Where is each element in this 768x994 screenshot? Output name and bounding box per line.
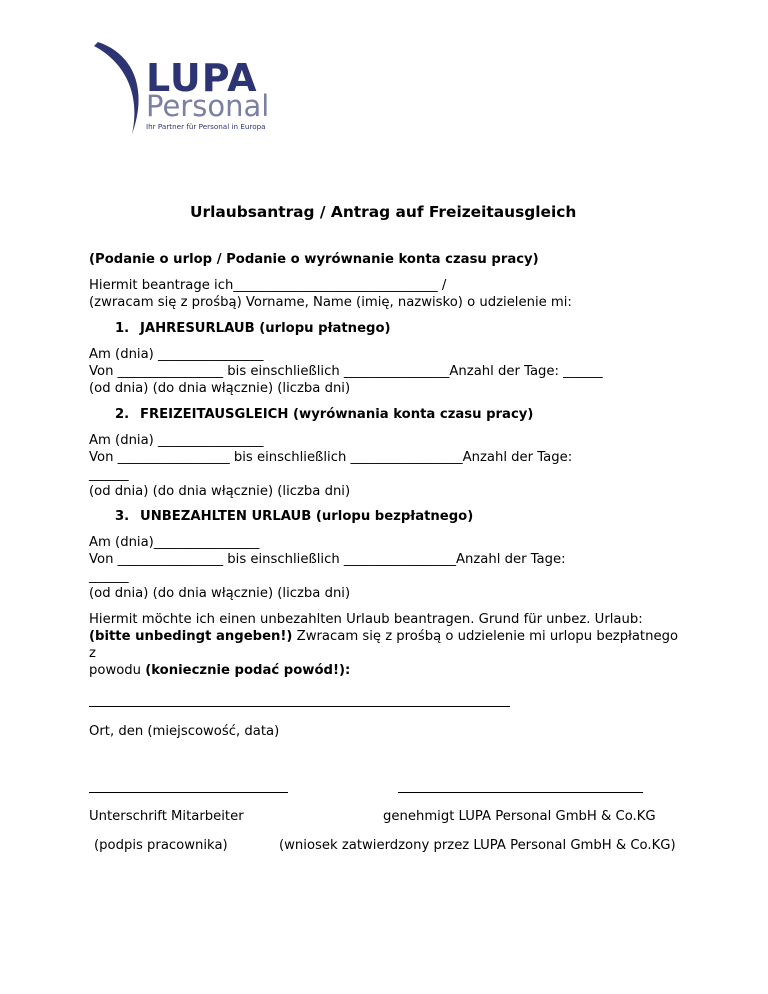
- section-3-von-field: Von ________________ bis einschließlich _________________Anzahl der Tage:: [89, 552, 566, 567]
- section-3-legend: (od dnia) (do dnia włącznie) (liczba dni): [89, 586, 351, 601]
- reason-blank-line[interactable]: [89, 706, 510, 707]
- employee-signature-label: Unterschrift Mitarbeiter: [89, 809, 244, 824]
- reason-line-3: z: [89, 646, 96, 661]
- reason-powodu: powodu: [89, 663, 146, 678]
- section-2-am-field: Am (dnia) ________________: [89, 433, 264, 448]
- reason-line-4: [89, 662, 350, 679]
- company-logo: [88, 38, 278, 138]
- logo-sub: Personal: [146, 89, 270, 123]
- section-2-von-wrap: ______: [89, 467, 129, 482]
- reason-line-2: [89, 628, 678, 645]
- employee-signature-label-pl: (podpis pracownika): [94, 838, 228, 853]
- logo-tagline: Ihr Partner für Personal in Europa: [146, 122, 266, 131]
- reason-required-note-pl: (koniecznie podać powód!):: [145, 663, 351, 678]
- section-1-von-field: Von ________________ bis einschließlich ________________Anzahl der Tage: ______: [89, 364, 603, 379]
- section-2-legend: (od dnia) (do dnia włącznie) (liczba dni): [89, 484, 351, 499]
- section-2-heading: [115, 406, 533, 423]
- document-title: Urlaubsantrag / Antrag auf Freizeitausgleich: [190, 203, 577, 221]
- section-1-legend: (od dnia) (do dnia włącznie) (liczba dni): [89, 381, 351, 396]
- intro-line-2: (zwracam się z prośbą) Vorname, Name (imię, nazwisko) o udzielenie mi:: [89, 295, 572, 310]
- section-3-am-field: Am (dnia)________________: [89, 535, 260, 550]
- document-subtitle: (Podanie o urlop / Podanie o wyrównanie konta czasu pracy): [89, 252, 539, 267]
- section-1-number: 1.: [115, 321, 130, 336]
- section-2-von-field: Von _________________ bis einschließlich _________________Anzahl der Tage:: [89, 450, 573, 465]
- section-1-heading: [115, 320, 391, 337]
- section-3-von-wrap: ______: [89, 569, 129, 584]
- section-3-heading: [115, 508, 473, 525]
- section-1-am-field: Am (dnia) ________________: [89, 347, 264, 362]
- approval-signature-label: genehmigt LUPA Personal GmbH & Co.KG: [383, 809, 656, 824]
- section-3-title: UNBEZAHLTEN URLAUB (urlopu bezpłatnego): [140, 509, 474, 524]
- reason-required-note: (bitte unbedingt angeben!): [89, 629, 293, 644]
- logo-brand: LUPA: [146, 56, 258, 100]
- section-1-title: JAHRESURLAUB (urlopu płatnego): [140, 321, 391, 336]
- place-date-label: Ort, den (miejscowość, data): [89, 724, 280, 739]
- intro-line-1: Hiermit beantrage ich_______________________________ /: [89, 278, 447, 293]
- employee-signature-line[interactable]: [89, 792, 288, 793]
- section-3-number: 3.: [115, 509, 130, 524]
- section-2-title: FREIZEITAUSGLEICH (wyrównania konta czasu pracy): [140, 407, 534, 422]
- approval-signature-label-pl: (wniosek zatwierdzony przez LUPA Personal GmbH & Co.KG): [279, 838, 676, 853]
- reason-polish-text: Zwracam się z prośbą o udzielenie mi urlopu bezpłatnego: [292, 629, 679, 644]
- reason-line-1: Hiermit möchte ich einen unbezahlten Urlaub beantragen. Grund für unbez. Urlaub:: [89, 612, 643, 627]
- approval-signature-line[interactable]: [398, 792, 643, 793]
- section-2-number: 2.: [115, 407, 130, 422]
